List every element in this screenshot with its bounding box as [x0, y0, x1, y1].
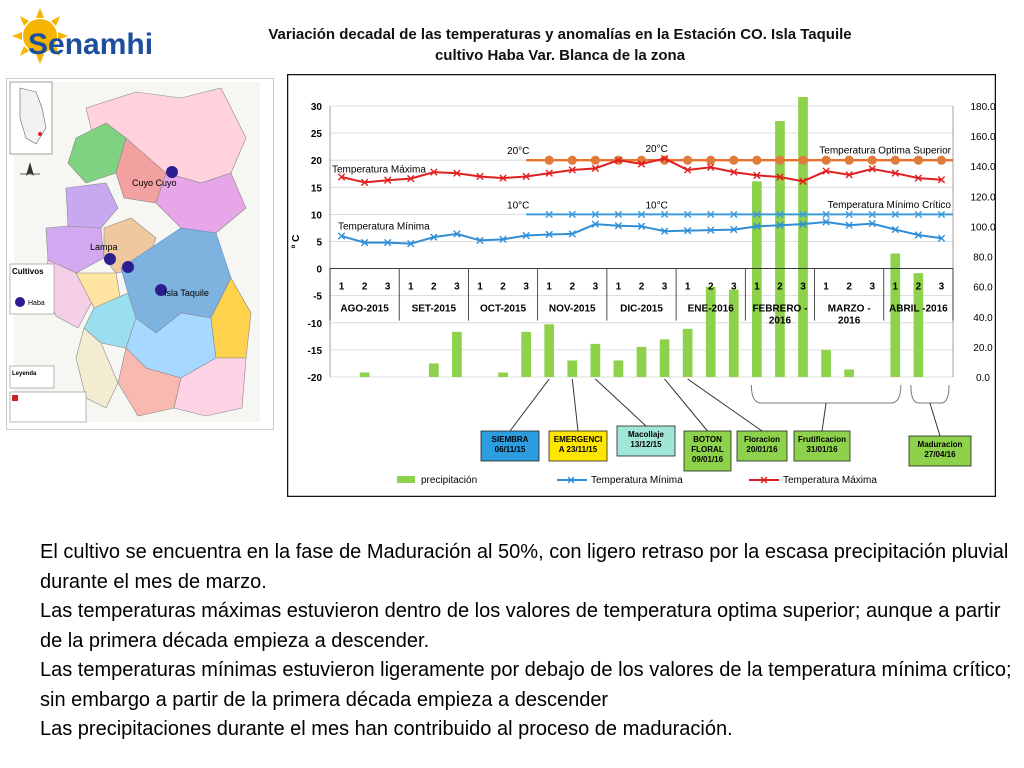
y-tick-right: 80.0 — [973, 252, 993, 264]
station-marker-cuyo — [166, 166, 178, 178]
y-tick-left: 30 — [310, 102, 322, 113]
decade-tick: 3 — [454, 281, 460, 293]
y-axis-label: º C — [291, 234, 302, 249]
phase-label: 13/12/15 — [630, 440, 662, 449]
y-tick-right: 140.0 — [970, 162, 996, 174]
y-tick-left: 15 — [310, 183, 322, 195]
optimal-marker — [591, 156, 600, 165]
y-tick-left: 0 — [316, 264, 322, 276]
precip-bar — [821, 350, 831, 377]
precip-bar — [706, 287, 716, 377]
annotation-crit-b: 10°C — [645, 200, 668, 212]
month-label: DIC-2015 — [620, 303, 663, 315]
decade-tick: 3 — [523, 281, 529, 293]
optimal-marker — [729, 156, 738, 165]
title-line-1: Variación decadal de las temperaturas y anomalías en la Estación CO. Isla Taquile — [268, 26, 852, 43]
decade-tick: 1 — [892, 281, 899, 293]
precip-bar — [637, 347, 647, 377]
y-tick-left: -5 — [313, 291, 322, 303]
map-label-lampa: Lampa — [90, 242, 118, 252]
precip-bar — [567, 360, 577, 377]
annotation-crit-a: 10°C — [507, 200, 530, 212]
decade-tick: 3 — [731, 281, 737, 293]
precip-bar — [591, 344, 601, 377]
decade-tick: 3 — [384, 281, 391, 293]
page-title — [200, 24, 920, 66]
decade-tick: 1 — [823, 281, 829, 293]
precip-bar — [660, 339, 670, 377]
decade-tick: 2 — [777, 281, 783, 293]
annotation-tmin: Temperatura Mínima — [338, 221, 430, 233]
y-tick-left: 20 — [310, 156, 322, 168]
precip-bar — [798, 97, 808, 377]
optimal-marker — [568, 156, 577, 165]
y-tick-left: -10 — [307, 318, 322, 330]
decade-tick: 3 — [800, 281, 806, 293]
precip-bar — [498, 372, 508, 377]
phase-label: Floracion — [743, 435, 781, 444]
decade-tick: 1 — [684, 281, 691, 293]
description-paragraph-3: Las temperaturas mínimas estuvieron ligeramente por debajo de los valores de la temperatura mínima crítico; sin embargo a partir de la primera década empieza a descender — [40, 659, 1012, 711]
y-tick-right: 40.0 — [973, 312, 993, 324]
senamhi-logo — [8, 6, 168, 70]
precip-bar — [452, 332, 462, 377]
phase-label: 27/04/16 — [924, 450, 956, 459]
description-paragraph-4: Las precipitaciones durante el mes han contribuido al proceso de maduración. — [40, 718, 733, 740]
optimal-marker — [706, 156, 715, 165]
decade-tick: 1 — [546, 281, 552, 293]
y-tick-right: 20.0 — [973, 342, 993, 354]
y-tick-right: 60.0 — [973, 282, 993, 294]
decade-tick: 1 — [754, 281, 760, 293]
map-legend-haba: Haba — [28, 300, 45, 307]
decade-tick: 2 — [915, 281, 922, 293]
description-paragraph-1: El cultivo se encuentra en la fase de Maduración al 50%, con ligero retraso por la escasa precipitación pluvial durante el mes de marzo. — [40, 541, 1009, 593]
decade-tick: 2 — [569, 281, 576, 293]
y-tick-left: 5 — [316, 237, 322, 249]
y-tick-right: 100.0 — [970, 222, 996, 234]
precip-bar — [683, 329, 693, 377]
phase-label: 09/01/16 — [691, 455, 724, 464]
phase-label: BOTON — [693, 435, 722, 444]
legend-tmin-label: Temperatura Mínima — [591, 475, 683, 486]
region-map — [6, 78, 274, 430]
station-marker-lampa — [104, 253, 116, 265]
y-tick-left: -15 — [307, 345, 322, 357]
precip-bar — [544, 324, 554, 377]
y-tick-right: 160.0 — [970, 132, 996, 144]
phase-label: Maduracion — [917, 440, 963, 449]
month-label: ENE-2016 — [687, 303, 734, 315]
optimal-marker — [683, 156, 692, 165]
decade-tick: 2 — [707, 281, 714, 293]
decade-tick: 2 — [431, 281, 437, 293]
optimal-marker — [845, 156, 854, 165]
annotation-opt-b: 20°C — [645, 144, 668, 156]
y-tick-left: 25 — [310, 129, 322, 141]
map-legend-leyenda: Leyenda — [12, 371, 37, 377]
precip-bar — [614, 360, 624, 377]
optimal-marker — [545, 156, 554, 165]
brand-name: Senamhi — [28, 28, 154, 61]
optimal-marker — [868, 156, 877, 165]
month-label: AGO-2015 — [340, 303, 389, 315]
month-label: ABRIL -2016 — [889, 303, 948, 315]
y-tick-left: 10 — [310, 210, 322, 222]
phase-label: 06/11/15 — [494, 445, 526, 454]
decade-tick: 2 — [846, 281, 852, 293]
y-tick-right: 0.0 — [976, 373, 990, 384]
optimal-marker — [775, 156, 784, 165]
map-legend-title: Cultivos — [12, 267, 44, 276]
y-tick-right: 180.0 — [970, 102, 996, 113]
map-inset — [10, 82, 52, 154]
decade-tick: 3 — [592, 281, 599, 293]
optimal-marker — [891, 156, 900, 165]
decade-tick: 3 — [661, 281, 668, 293]
decade-tick: 1 — [615, 281, 622, 293]
decade-tick: 3 — [938, 281, 945, 293]
phase-label: 31/01/16 — [806, 445, 838, 454]
legend-precip-label: precipitación — [421, 475, 478, 486]
precip-bar — [890, 254, 900, 377]
phase-label: A 23/11/15 — [558, 445, 598, 454]
description-paragraph-2: Las temperaturas máximas estuvieron dentro de los valores de temperatura optima superior; aunque a partir de la primera década empieza a descender. — [40, 600, 1001, 652]
decade-tick: 1 — [477, 281, 483, 293]
phase-label: SIEMBRA — [491, 435, 529, 444]
decade-tick: 1 — [338, 281, 345, 293]
phase-label: Frutificacion — [797, 435, 847, 444]
y-tick-right: 120.0 — [970, 192, 996, 204]
title-line-2: cultivo Haba Var. Blanca de la zona — [434, 47, 686, 64]
annotation-crit-label: Temperatura Mínimo Crítico — [827, 199, 951, 211]
month-label: NOV-2015 — [548, 303, 596, 315]
station-marker-lampa-2 — [122, 261, 134, 273]
map-label-cuyo: Cuyo Cuyo — [132, 178, 177, 188]
y-tick-left: -20 — [307, 373, 322, 384]
optimal-marker — [937, 156, 946, 165]
optimal-marker — [798, 156, 807, 165]
decade-tick: 2 — [361, 281, 368, 293]
decade-tick: 2 — [500, 281, 506, 293]
temperature-precipitation-chart — [287, 74, 996, 497]
decade-tick: 3 — [869, 281, 876, 293]
optimal-marker — [821, 156, 830, 165]
annotation-opt-label: Temperatura Optima Superior — [819, 145, 951, 157]
map-legend-cultivos — [10, 264, 54, 314]
description-block — [40, 538, 1015, 745]
annotation-tmax: Temperatura Máxima — [332, 164, 426, 176]
month-label: MARZO -2016 — [827, 303, 871, 327]
phase-label: 20/01/16 — [746, 445, 778, 454]
phase-label: FLORAL — [691, 445, 724, 454]
annotation-opt-a: 20°C — [507, 146, 530, 158]
month-label: FEBRERO -2016 — [752, 303, 808, 327]
precip-bar — [752, 181, 762, 377]
phase-label: Macollaje — [627, 430, 665, 439]
precip-bar — [844, 369, 854, 377]
precip-bar — [360, 372, 370, 377]
decade-tick: 2 — [638, 281, 645, 293]
optimal-marker — [914, 156, 923, 165]
map-label-isla: Isla Taquile — [164, 288, 209, 298]
month-label: SET-2015 — [411, 303, 457, 315]
month-label: OCT-2015 — [479, 303, 527, 315]
phase-label: EMERGENCI — [553, 435, 603, 444]
optimal-marker — [752, 156, 761, 165]
legend-precip-swatch — [397, 476, 415, 483]
precip-bar — [521, 332, 531, 377]
legend-tmax-label: Temperatura Máxima — [783, 475, 877, 486]
precip-bar — [429, 363, 439, 377]
decade-tick: 1 — [407, 281, 414, 293]
